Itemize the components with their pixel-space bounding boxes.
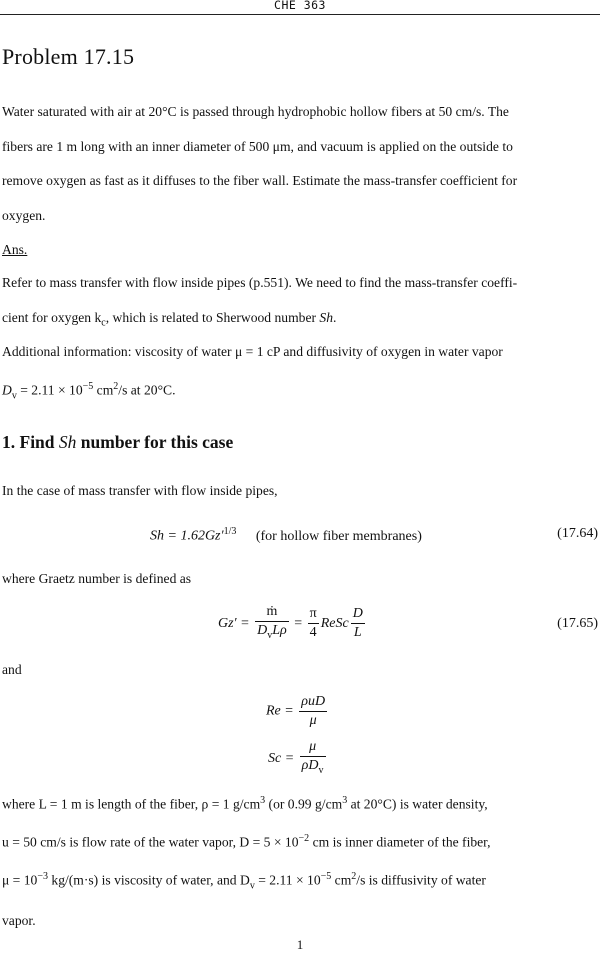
fraction-mdot: $\frac{\text{ṁ}}{D_vL\rho}$ bbox=[257, 604, 287, 641]
answer-label-row bbox=[2, 233, 600, 268]
where-line-1: where L = 1 m is length of the fiber, ρ = 1 $g/cm^3$ (or 0.99 $g/cm^3$ at 20°C) is water density, bbox=[2, 795, 488, 812]
equation-schmidt: Sc = $\frac{\mu}{\rho D_v}$ bbox=[268, 739, 324, 776]
additional-line-1: Additional information: viscosity of water μ = 1 cP and diffusivity of oxygen in water vapor bbox=[2, 344, 503, 359]
problem-line-4: oxygen. bbox=[2, 207, 46, 223]
section-heading-1: 1. Find Sh number for this case bbox=[2, 432, 234, 452]
header-rule bbox=[0, 14, 600, 15]
equation-17-65: Gz′ = $\frac{\text{ṁ}}{D_vL\rho}$ = $\frac{\pi}{4}$ ReSc $\frac{D}{L}$ bbox=[218, 603, 367, 645]
graetz-text: where Graetz number is defined as bbox=[2, 571, 192, 586]
equation-number-17-65: (17.65) bbox=[557, 616, 598, 631]
additional-info bbox=[2, 335, 600, 413]
problem-line-2: fibers are 1 m long with an inner diameter of 500 μm, and vacuum is applied on the outside to bbox=[2, 138, 513, 154]
additional-line-2: $D_v = 2.11 \times 10^{-5}$ $cm^2/s$ at 20°C. bbox=[2, 380, 176, 401]
intro-paragraph bbox=[2, 266, 600, 341]
where-paragraph bbox=[2, 784, 600, 938]
problem-statement bbox=[2, 95, 600, 233]
problem-line-3: remove oxygen as fast as it diffuses to the fiber wall. Estimate the mass-transfer coefficient for bbox=[2, 173, 518, 188]
page-number: 1 bbox=[296, 937, 304, 952]
where-line-3: $\mu = 10^{-3}$ kg/(m·s) is viscosity of water, and $D_v = 2.11 \times 10^{-5}$ $cm^2/s$ is diffusivity of water bbox=[2, 871, 486, 892]
answer-label: Ans. bbox=[2, 242, 28, 257]
problem-title: Problem 17.15 bbox=[2, 44, 135, 69]
equation-17-64: $Sh = 1.62Gz'^{1/3}$ (for hollow fiber membranes) bbox=[150, 526, 422, 544]
equation-number-17-64: (17.64) bbox=[557, 526, 598, 541]
where-line-2: u = 50 cm/s is flow rate of the water vapor, $D = 5 \times 10^{-2}$ cm is inner diameter of the fiber, bbox=[2, 833, 491, 850]
fraction-pi-4: $\frac{\pi}{4}$ bbox=[309, 606, 317, 641]
problem-line-1: Water saturated with air at 20°C is passed through hydrophobic hollow fibers at 50 cm/s. The bbox=[2, 104, 509, 119]
intro-line-2: cient for oxygen $k_c$, which is related to Sherwood number Sh. bbox=[2, 309, 337, 329]
fraction-d-l: $\frac{D}{L}$ bbox=[352, 606, 363, 641]
and-text: and bbox=[2, 662, 22, 677]
flow-text: In the case of mass transfer with flow inside pipes, bbox=[2, 483, 278, 498]
where-line-4: vapor. bbox=[2, 912, 36, 928]
intro-line-1: Refer to mass transfer with flow inside pipes (p.551). We need to find the mass-transfer coeffi- bbox=[2, 275, 518, 290]
running-header: CHE 363 bbox=[274, 0, 326, 12]
equation-reynolds: Re = $\frac{\text{ρuD}}{\mu}$ bbox=[266, 694, 326, 728]
